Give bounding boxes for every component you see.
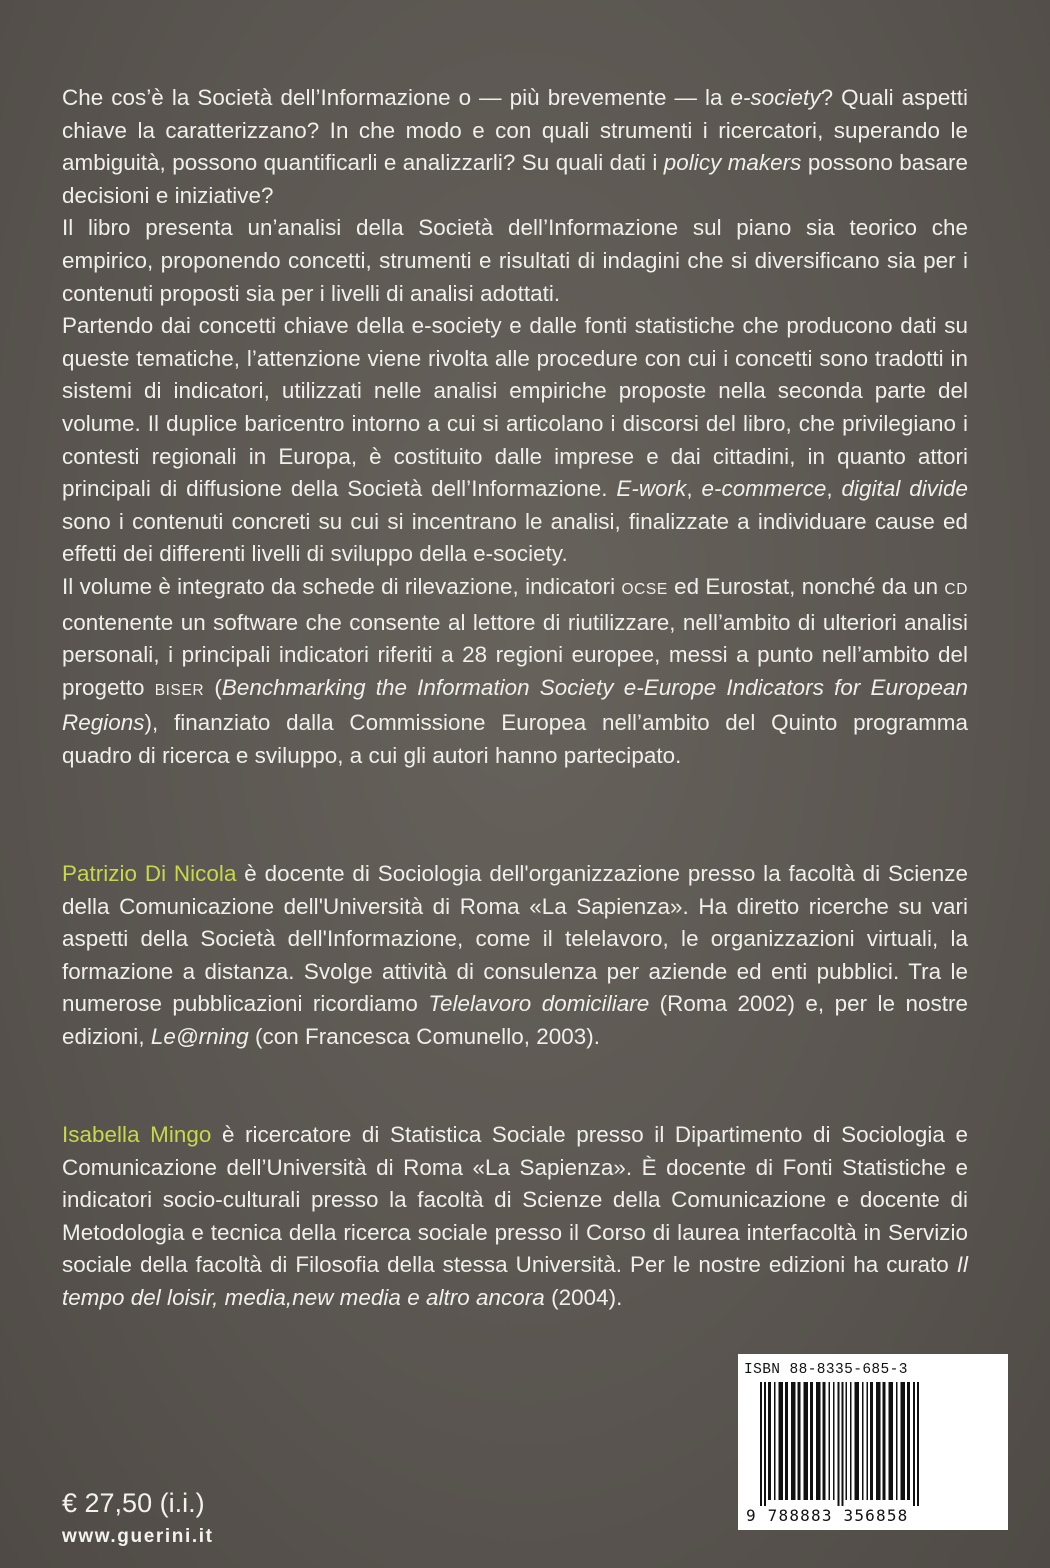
- barcode-bar: [816, 1382, 821, 1500]
- barcode-bar: [870, 1382, 873, 1500]
- text: (con Francesca Comunello, 2003).: [248, 1023, 601, 1049]
- text: (: [204, 674, 222, 700]
- italic-term: policy makers: [663, 150, 802, 176]
- author-bio-2: [62, 1119, 968, 1315]
- blurb-paragraph-2: Il libro presenta un’analisi della Società dell’Informazione sul piano sia teorico che empirico, proponendo concetti, strumenti e risultati di indagini che si diversificano sia per i contenuti proposti sia per i livelli di analisi adottati.: [62, 215, 968, 306]
- author-bio-1-text: [62, 858, 968, 1054]
- barcode-bar: [917, 1382, 919, 1506]
- barcode-bar: [846, 1382, 848, 1500]
- barcode-bar: [823, 1382, 826, 1500]
- italic-term: e-commerce: [701, 476, 827, 502]
- barcode-bar: [901, 1382, 906, 1500]
- publisher-website: www.guerini.it: [62, 1526, 214, 1547]
- barcode-icon: [758, 1382, 994, 1506]
- text: ,: [686, 476, 702, 502]
- text: (2004).: [544, 1284, 623, 1310]
- small-caps-term: BISER: [154, 681, 205, 699]
- text: Il volume è integrato da schede di rilevazione, indicatori: [62, 573, 622, 599]
- text: ,: [826, 476, 842, 502]
- barcode-bar: [896, 1382, 898, 1500]
- barcode-bar: [867, 1382, 869, 1500]
- book-blurb: [62, 82, 968, 772]
- barcode-bar: [785, 1382, 788, 1500]
- small-caps-term: CD: [944, 580, 968, 598]
- italic-term: e-society: [730, 85, 821, 110]
- text: ), finanziato dalla Commissione Europea nell’ambito del Quinto programma quadro di ricerca e sviluppo, a cui gli autori hanno partecipato.: [62, 710, 968, 768]
- barcode-bar: [798, 1382, 801, 1500]
- barcode-bar: [810, 1382, 813, 1500]
- book-title: Il tempo del loisir, media,new media e altro ancora: [62, 1252, 968, 1310]
- barcode-bar: [779, 1382, 784, 1500]
- author-bio-2-text: [62, 1119, 968, 1315]
- text: ed Eurostat, nonché da un: [667, 573, 945, 599]
- barcode-bar: [855, 1382, 860, 1500]
- author-bio-1: [62, 858, 968, 1054]
- barcode-bar: [862, 1382, 864, 1500]
- text: ? Quali aspetti chiave la caratterizzano? In che modo e con quali strumenti i ricercatori, superando le ambiguità, possono quantificarli e analizzarli? Su quali dati i: [62, 85, 968, 176]
- blurb-paragraph-3: [62, 310, 968, 571]
- price: € 27,50 (i.i.): [62, 1488, 205, 1518]
- barcode-bar: [842, 1382, 844, 1506]
- barcode-bar: [850, 1382, 852, 1500]
- barcode-bar: [913, 1382, 915, 1506]
- author-name: Isabella Mingo: [62, 1122, 212, 1147]
- barcode-bar: [764, 1382, 766, 1506]
- barcode-bar: [883, 1382, 886, 1500]
- barcode-bar: [876, 1382, 881, 1500]
- text: è docente di Sociologia dell'organizzazione presso la facoltà di Scienze della Comunicazione dell'Università di Roma «La Sapienza». Ha diretto ricerche su vari aspetti della Società dell'Informazione, come il telelavoro, le organizzazioni virtuali, la formazione a distanza. Svolge attività di consulenza per aziende ed enti pubblici. Tra le numerose pubblicazioni ricordiamo: [62, 861, 968, 1017]
- book-title: Le@rning: [150, 1023, 249, 1049]
- text: possono basare decisioni e iniziative?: [62, 150, 968, 208]
- text: sono i contenuti concreti su cui si incentrano le analisi, finalizzate a individuare cause ed effetti dei differenti livelli di sviluppo della e-society.: [62, 508, 968, 567]
- barcode-bar: [907, 1382, 910, 1500]
- text: Partendo dai concetti chiave della e-society e dalle fonti statistiche che producono dati su queste tematiche, l’attenzione viene rivolta alle procedure con cui i concetti sono tradotti in sistemi di indicatori, utilizzati nelle analisi empiriche proposte nella seconda parte del volume. Il duplice baricentro intorno a cui si articolano i discorsi del libro, che privilegiano i contesti regionali in Europa, è costituito dalle imprese e dai cittadini, in quanto attori principali di diffusione della Società dell’Informazione.: [62, 313, 968, 502]
- barcode-bar: [838, 1382, 840, 1506]
- author-name: Patrizio Di Nicola: [62, 861, 237, 886]
- italic-term: digital divide: [841, 476, 968, 502]
- text: contenente un software che consente al lettore di riutilizzare, nell’ambito di ulteriori analisi personali, i principali indicatori riferiti a 28 regioni europee, messi a punto nell’ambito del progetto: [62, 609, 968, 700]
- barcode-bar: [760, 1382, 762, 1506]
- barcode-bar: [833, 1382, 835, 1500]
- isbn-label: ISBN 88-8335-685-3: [744, 1362, 908, 1378]
- barcode-bar: [804, 1382, 809, 1500]
- blurb-paragraph-4: [62, 571, 968, 773]
- blurb-paragraph-1: [62, 82, 968, 212]
- text: è ricercatore di Statistica Sociale presso il Dipartimento di Sociologia e Comunicazione dell’Università di Roma «La Sapienza». È docente di Fonti Statistiche e indicatori socio-culturali presso la facoltà di Scienze della Comunicazione e docente di Metodologia e tecnica della ricerca sociale presso il Corso di laurea interfacoltà in Servizio sociale della facoltà di Filosofia della stessa Università. Per le nostre edizioni ha curato: [62, 1122, 968, 1278]
- barcode-digits: 9 788883 356858: [746, 1506, 909, 1525]
- small-caps-term: OCSE: [621, 580, 668, 598]
- book-title: Telelavoro domiciliare: [428, 991, 650, 1017]
- barcode-bar: [791, 1382, 796, 1500]
- barcode-bar: [889, 1382, 894, 1500]
- text: (Roma 2002) e, per le nostre edizioni,: [62, 991, 968, 1049]
- text: Che cos’è la Società dell’Informazione o — più brevemente — la: [62, 85, 731, 110]
- barcode-bar: [829, 1382, 831, 1500]
- barcode-bar: [774, 1382, 776, 1500]
- italic-term: Benchmarking the Information Society e-Europe Indicators for European Regions: [62, 674, 968, 736]
- italic-term: E-work: [616, 476, 687, 502]
- barcode-bar: [768, 1382, 771, 1500]
